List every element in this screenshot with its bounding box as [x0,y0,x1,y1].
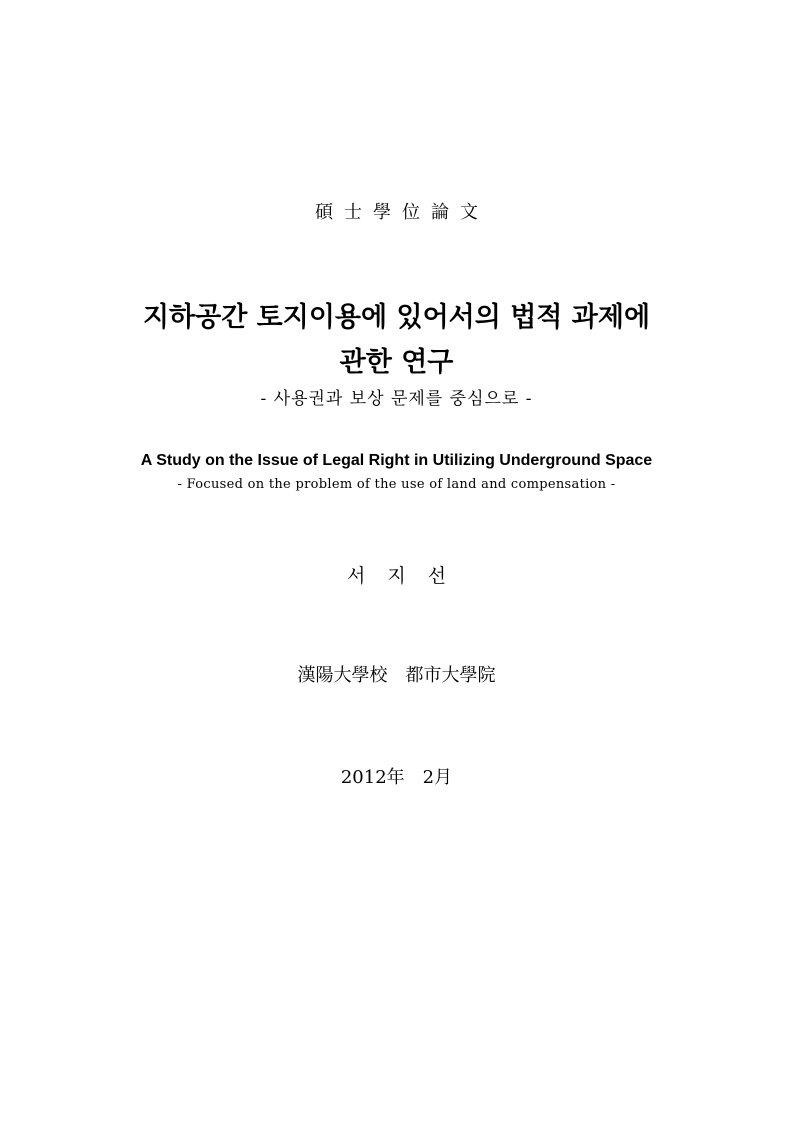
title-english: A Study on the Issue of Legal Right in Utilizing Underground Space [140,452,653,469]
submission-date: 2012年 2月 [340,767,453,788]
title-korean-line-1: 지하공간 토지이용에 있어서의 법적 과제에 [142,302,651,333]
title-korean-line-2: 관한 연구 [339,347,454,378]
author-name: 서지선 [346,565,469,587]
university-name: 漢陽大學校 都市大學院 [297,665,496,686]
degree-label: 碩士學位論文 [315,202,489,223]
subtitle-korean: - 사용권과 보상 문제를 중심으로 - [260,389,533,409]
subtitle-english: - Focused on the problem of the use of land and compensation - [177,477,616,492]
